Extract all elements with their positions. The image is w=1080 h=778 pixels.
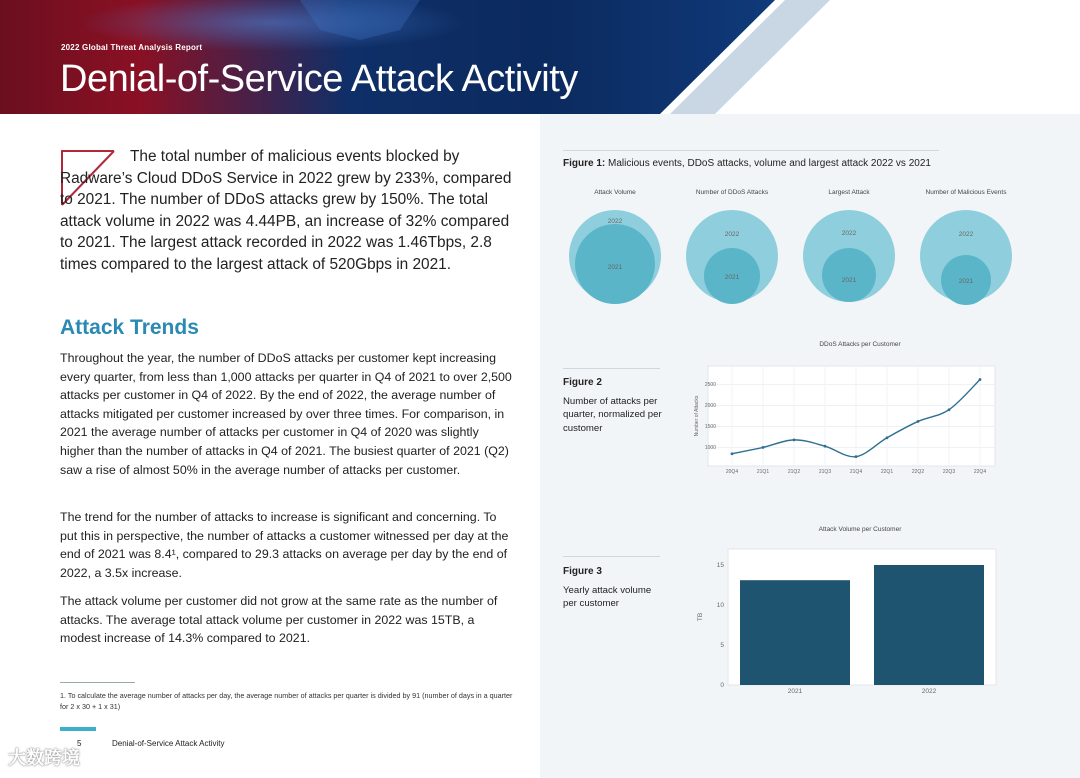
- bar-y-tick-label: 0: [720, 682, 724, 689]
- bar-y-tick-label: 5: [720, 642, 724, 649]
- watermark: [8, 744, 80, 770]
- bubble-label-2021: 2021: [958, 278, 974, 285]
- bubble-title-malicious-events: Number of Malicious Events: [925, 189, 1007, 196]
- line-chart: [690, 360, 1010, 480]
- line-x-tick-label: 22Q3: [942, 469, 956, 475]
- figure1-caption: [563, 158, 931, 169]
- line-y-tick-label: 2500: [704, 382, 716, 389]
- figure2-label: Figure 2: [563, 377, 602, 388]
- bubble-inner-2021: [822, 248, 876, 302]
- body-paragraph-2: The trend for the number of attacks to increase is significant and concerning. To put this in perspective, the number of attacks a customer witnessed per day at the end of 2021 was 8.4¹, compared to 29.3 attacks on average per day by the end of 2022, a 3.5x increase.: [60, 510, 509, 580]
- line-point: [917, 420, 920, 423]
- figure1-divider: [563, 150, 939, 151]
- figure1-caption-text: Malicious events, DDoS attacks, volume and largest attack 2022 vs 2021: [605, 158, 931, 169]
- watermark-text: 大数跨境: [8, 748, 80, 768]
- bubble-label-2021: 2021: [724, 274, 740, 281]
- lead-paragraph: [60, 146, 515, 276]
- report-title: 2022 Global Threat Analysis Report: [61, 43, 203, 52]
- bar-y-tick-label: 10: [716, 602, 724, 609]
- page-title: Denial-of-Service Attack Activity: [60, 58, 578, 100]
- bar-chart-title: Attack Volume per Customer: [818, 526, 902, 533]
- section-heading: Attack Trends: [60, 316, 199, 339]
- line-x-tick-label: 22Q1: [880, 469, 894, 475]
- line-chart-plot-area: [708, 366, 995, 466]
- header-banner: [0, 0, 1080, 114]
- bubble-label-2022: 2022: [607, 218, 623, 225]
- bubble-title-ddos-attacks: Number of DDoS Attacks: [695, 189, 769, 196]
- bar-2021: [740, 580, 850, 685]
- bubble-label-2021: 2021: [841, 277, 857, 284]
- bubble-label-2021: 2021: [607, 264, 623, 271]
- line-point: [793, 438, 796, 441]
- bubble-malicious-events: [920, 210, 1012, 305]
- line-y-tick-label: 2000: [704, 403, 716, 410]
- figure2-description: Number of attacks per quarter, normalized per customer: [563, 396, 662, 434]
- line-point: [979, 378, 982, 381]
- bubble-label-2022: 2022: [958, 231, 974, 238]
- bubble-title-largest-attack: Largest Attack: [828, 189, 870, 196]
- bar-2022: [874, 565, 984, 685]
- line-point: [948, 408, 951, 411]
- bubble-attack-volume: [569, 210, 661, 304]
- bar-chart-ylabel: TB: [697, 612, 704, 622]
- figure3-description: Yearly attack volume per customer: [563, 585, 652, 610]
- line-y-tick-label: 1500: [704, 423, 716, 430]
- body-paragraph-3: The attack volume per customer did not grow at the same rate as the number of attacks. The average total attack volume per customer in 2022 was 15TB, a modest increase of 14.3% compared to 2021.: [60, 594, 498, 646]
- footnote-divider: [60, 682, 135, 683]
- page-number: 5: [77, 739, 82, 748]
- line-point: [855, 455, 858, 458]
- figure2-divider: [563, 368, 660, 369]
- line-point: [762, 446, 765, 449]
- bar-chart-x-ticks: [788, 688, 937, 695]
- figure1-label: Figure 1:: [563, 158, 606, 169]
- footer-accent-bar: [60, 727, 96, 731]
- bar-chart: [690, 545, 1010, 700]
- bubble-label-2022: 2022: [724, 231, 740, 238]
- body-paragraph-1: Throughout the year, the number of DDoS attacks per customer kept increasing every quarter, from less than 1,000 attacks per quarter in Q4 of 2021 to over 2,500 attacks per customer in Q4 of 2022. By the end of 2022, the average number of attacks mitigated per customer increased by over three times. For comparison, in 2021 the average number of attacks per customer in Q4 of 2020 was slightly higher than the number of attacks in Q4 of 2021. The busiest quarter of 2021 (Q2) saw a rise of almost 50% in the average number of attacks per customer.: [60, 351, 512, 477]
- line-point: [731, 452, 734, 455]
- line-chart-x-ticks: [726, 469, 986, 475]
- line-y-tick-label: 1000: [704, 444, 716, 451]
- line-chart-title: DDoS Attacks per Customer: [819, 341, 901, 348]
- line-x-tick-label: 20Q4: [725, 469, 739, 475]
- bubble-title-attack-volume: Attack Volume: [594, 189, 636, 196]
- figure1-bubble-chart: [560, 200, 1030, 310]
- bar-y-tick-label: 15: [716, 562, 724, 569]
- line-x-tick-label: 22Q4: [973, 469, 987, 475]
- line-x-tick-label: 21Q4: [849, 469, 863, 475]
- bubble-ddos-attacks: [686, 210, 778, 304]
- figure3-label: Figure 3: [563, 566, 602, 577]
- bubble-label-2022: 2022: [841, 230, 857, 237]
- bar-x-tick-label: 2021: [787, 688, 803, 695]
- lead-text: The total number of malicious events blocked by Radware’s Cloud DDoS Service in 2022 grew by 233%, compared to 2021. The number of DDoS attacks grew by 150%. The total attack volume in 2022 was 4.44PB, an increase of 32% compared to 2021. The largest attack recorded in 2022 was 1.46Tbps, 2.8 times compared to the largest attack of 520Gbps in 2021.: [60, 148, 512, 273]
- line-x-tick-label: 22Q2: [911, 469, 925, 475]
- line-x-tick-label: 21Q2: [787, 469, 801, 475]
- figure3-divider: [563, 556, 660, 557]
- line-point: [824, 445, 827, 448]
- line-x-tick-label: 21Q3: [818, 469, 832, 475]
- line-point: [886, 436, 889, 439]
- bar-chart-y-ticks: [717, 562, 725, 689]
- line-chart-ylabel: Number of Attacks: [694, 395, 700, 437]
- bubble-largest-attack: [803, 210, 895, 302]
- footnote: 1. To calculate the average number of attacks per day, the average number of attacks per quarter is divided by 91 (number of days in a quarter for 2 x 30 + 1 x 31): [60, 691, 513, 711]
- line-x-tick-label: 21Q1: [756, 469, 770, 475]
- bar-x-tick-label: 2022: [921, 688, 937, 695]
- footer-title: Denial-of-Service Attack Activity: [112, 739, 225, 748]
